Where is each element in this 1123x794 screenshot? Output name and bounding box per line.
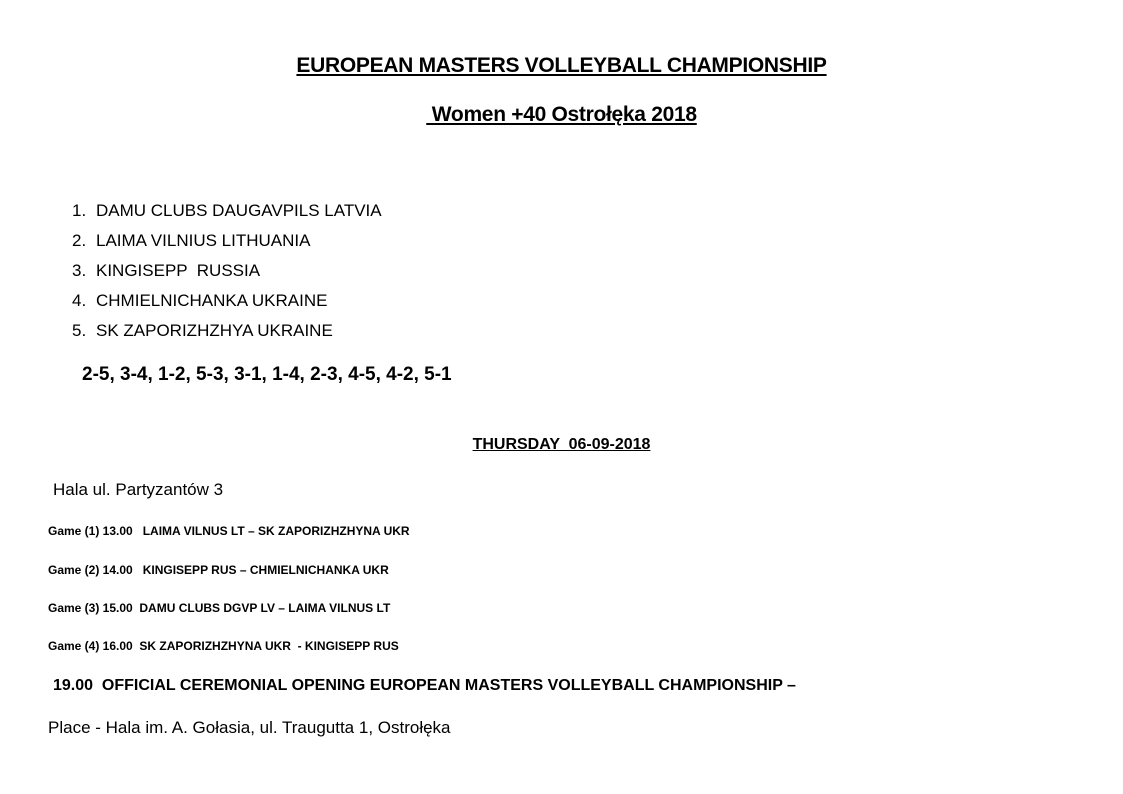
team-name: KINGISEPP RUSSIA	[96, 261, 261, 280]
team-name: CHMIELNICHANKA UKRAINE	[96, 291, 328, 310]
team-number: 5.	[72, 321, 87, 340]
team-name: SK ZAPORIZHZHYA UKRAINE	[96, 321, 333, 340]
day-heading: THURSDAY 06-09-2018	[472, 436, 651, 453]
team-name: DAMU CLUBS DAUGAVPILS LATVIA	[96, 201, 382, 220]
team-item	[72, 290, 382, 320]
team-item	[72, 230, 382, 260]
game-line: Game (3) 15.00 DAMU CLUBS DGVP LV – LAIMA VILNUS LT	[48, 601, 391, 615]
team-number: 4.	[72, 291, 87, 310]
team-item	[72, 260, 382, 290]
team-number: 3.	[72, 261, 87, 280]
document-title: EUROPEAN MASTERS VOLLEYBALL CHAMPIONSHIP	[296, 54, 827, 77]
venue-label: Hala ul. Partyzantów 3	[53, 480, 224, 499]
team-number: 1.	[72, 201, 87, 220]
opening-ceremony-line: 19.00 OFFICIAL CEREMONIAL OPENING EUROPEAN MASTERS VOLLEYBALL CHAMPIONSHIP –	[53, 677, 796, 694]
game-line: Game (2) 14.00 KINGISEPP RUS – CHMIELNICHANKA UKR	[48, 563, 389, 577]
pairings-line: 2-5, 3-4, 1-2, 5-3, 3-1, 1-4, 2-3, 4-5, 4-2, 5-1	[82, 364, 452, 385]
document-subtitle: Women +40 Ostrołęka 2018	[426, 103, 697, 126]
team-name: LAIMA VILNIUS LITHUANIA	[96, 231, 311, 250]
team-list	[72, 200, 382, 350]
game-line: Game (4) 16.00 SK ZAPORIZHZHYNA UKR - KINGISEPP RUS	[48, 639, 399, 653]
team-item	[72, 200, 382, 230]
team-number: 2.	[72, 231, 87, 250]
place-line: Place - Hala im. A. Gołasia, ul. Traugutta 1, Ostrołęka	[48, 718, 451, 737]
game-line: Game (1) 13.00 LAIMA VILNUS LT – SK ZAPORIZHZHYNA UKR	[48, 524, 410, 538]
team-item	[72, 320, 382, 350]
